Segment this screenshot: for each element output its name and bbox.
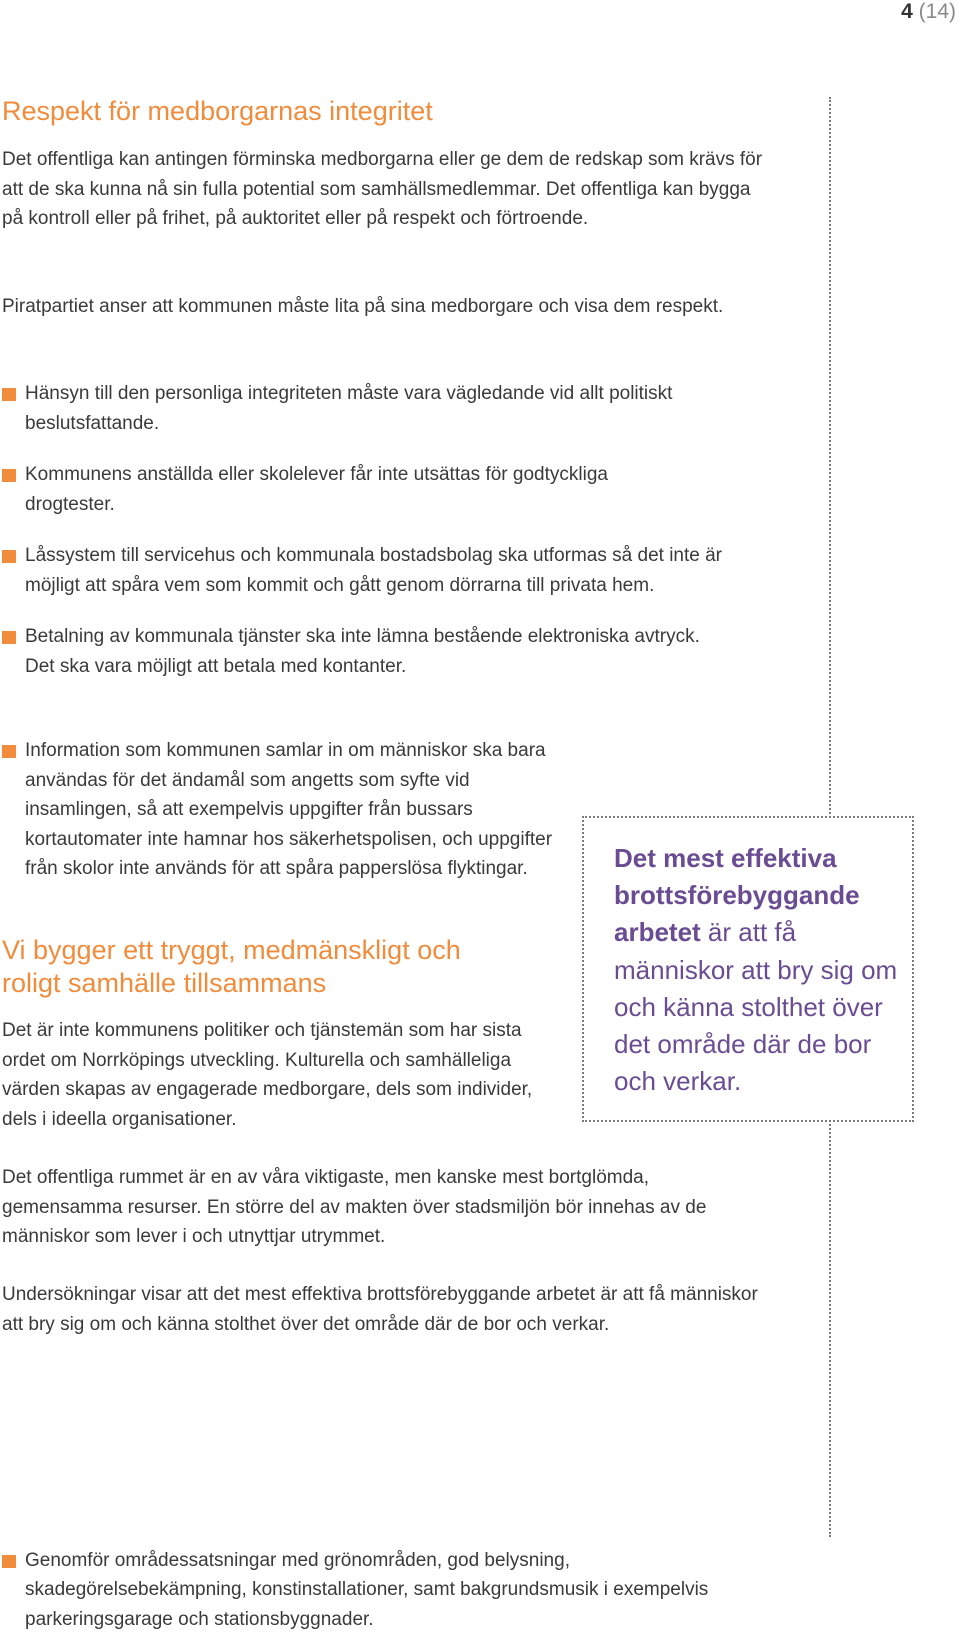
page-number-total: (14) <box>919 0 956 23</box>
bullet-text: Genomför områdessatsningar med grönområden, god belysning, skadegörelsebekämpning, konstinstallationer, samt bakgrundsmusik i exempelvis parkeringsgarage och stationsbyggnader. <box>25 1550 708 1630</box>
bullet-item <box>2 379 762 438</box>
paragraph-piratpartiet: Piratpartiet anser att kommunen måste lita på sina medborgare och visa dem respekt. <box>2 292 742 322</box>
bullet-item-information <box>2 736 580 884</box>
bullet-marker-icon <box>2 1555 16 1568</box>
pull-quote-rest: är att få människor att bry sig om och känna stolthet över det område där de bor och verkar. <box>614 917 897 1096</box>
paragraph-undersokningar: Undersökningar visar att det mest effektiva brottsförebyggande arbetet är att få människor att bry sig om och känna stolthet över det område där de bor och verkar. <box>2 1280 762 1339</box>
page-number-current: 4 <box>901 0 913 23</box>
pull-quote-bold: Det mest effektiva brottsförebyggande arbetet <box>614 843 860 947</box>
bullet-text: Betalning av kommunala tjänster ska inte lämna bestående elektroniska avtryck. Det ska vara möjligt att betala med kontanter. <box>25 626 700 677</box>
bullet-marker-icon <box>2 469 16 482</box>
paragraph-offentliga-rummet: Det offentliga rummet är en av våra viktigaste, men kanske mest bortglömda, gemensamma resurser. En större del av makten över stadsmiljön bör innehas av de människor som lever i och utnyttjar utrymmet. <box>2 1163 762 1252</box>
bullet-item <box>2 460 762 519</box>
page-number <box>901 0 956 24</box>
section-heading-integritet: Respekt för medborgarnas integritet <box>2 95 802 128</box>
bullet-text: Information som kommunen samlar in om människor ska bara användas för det ändamål som angetts som syfte vid insamlingen, så att exempelvis uppgifter från bussars kortautomater inte hamnar hos säkerhetspolisen, och uppgifter från skolor inte används för att spåra papperslösa flyktingar. <box>25 740 552 879</box>
bullet-text: Låssystem till servicehus och kommunala bostadsbolag ska utformas så det inte är möjligt att spåra vem som kommit och gått genom dörrarna till privata hem. <box>25 545 722 596</box>
bullet-marker-icon <box>2 388 16 401</box>
bullet-list-integritet <box>2 379 762 703</box>
bullet-marker-icon <box>2 631 16 644</box>
paragraph-intro: Det offentliga kan antingen förminska medborgarna eller ge dem de redskap som krävs för att de ska kunna nå sin fulla potential som samhällsmedlemmar. Det offentliga kan bygga på kontroll eller på frihet, på auktoritet eller på respekt och förtroende. <box>2 145 772 234</box>
bullet-item <box>2 622 762 681</box>
pull-quote-text <box>614 840 904 1100</box>
bullet-text: Kommunens anställda eller skolelever får inte utsättas för godtyckliga drogtester. <box>25 464 608 515</box>
bullet-item-omradessatsningar <box>2 1546 725 1634</box>
pull-quote-box <box>582 816 914 1122</box>
paragraph-kommunens-politiker: Det är inte kommunens politiker och tjänstemän som har sista ordet om Norrköpings utveckling. Kulturella och samhälleliga värden skapas av engagerade medborgare, dels som individer, dels i ideella organisationer. <box>2 1016 567 1134</box>
bullet-item <box>2 541 762 600</box>
bullet-marker-icon <box>2 745 16 758</box>
section-heading-samhalle: Vi bygger ett tryggt, medmänskligt och roligt samhälle tillsammans <box>2 934 472 1000</box>
bullet-text: Hänsyn till den personliga integriteten måste vara vägledande vid allt politiskt beslutsfattande. <box>25 383 672 434</box>
bullet-marker-icon <box>2 550 16 563</box>
